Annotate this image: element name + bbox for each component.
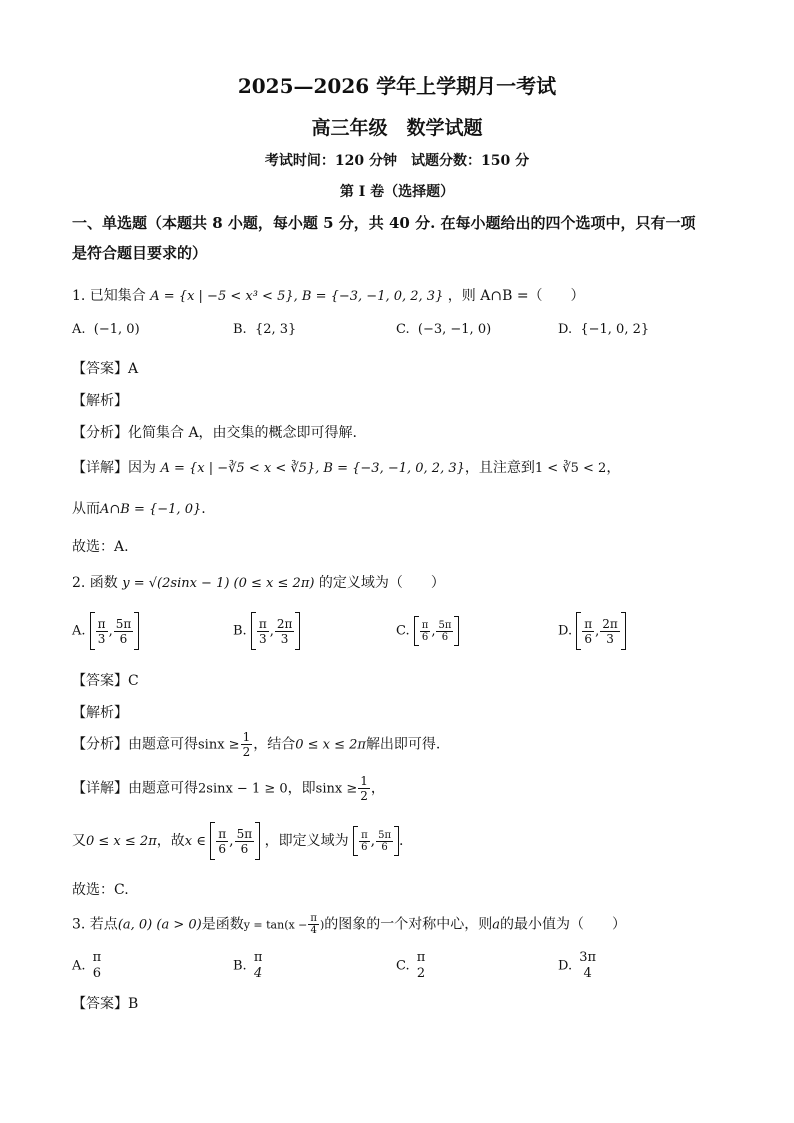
q2-detail-math: 2sinx − 1 ≥ 0 — [198, 781, 288, 797]
q2-option-d — [558, 612, 626, 650]
q3-stem-frac-n: π — [310, 913, 317, 924]
q2-option-a-interval: $\frac{\pi}{3}$ , $\frac{5\pi}{6}$ — [90, 612, 140, 650]
q1-option-a-label: A. — [72, 322, 86, 337]
q2-choose: 故选：C. — [72, 882, 129, 898]
q2-answer-tag: 【答案】 — [72, 673, 128, 689]
q2-line2-math2: x ∈ — [184, 834, 206, 849]
q2-line2-mid: ，故 — [156, 833, 185, 849]
q2-c-n2: 5π — [438, 619, 452, 631]
q3-stem-suffix: 的图象的一个对称中心，则 — [324, 916, 493, 933]
q2-answer-value: C — [128, 673, 139, 689]
q1-option-d-label: D. — [558, 322, 573, 337]
q2-b-d2: 3 — [280, 631, 289, 646]
q2-fenxi-math2: 0 ≤ x ≤ 2π — [295, 737, 366, 753]
q2-c-d2: 6 — [441, 631, 449, 643]
q2-d-d1: 6 — [584, 631, 592, 646]
section-heading-cont: 是符合题目要求的） — [72, 244, 208, 262]
q1-answer-value: A — [128, 361, 139, 377]
q3-answer-tag: 【答案】 — [72, 996, 128, 1012]
q2-d-n2: 2π — [602, 616, 618, 631]
q2-detail — [72, 774, 385, 803]
q2-option-a-label: A. — [72, 623, 86, 639]
q3-stem-math: (a, 0) (a > 0) — [117, 917, 202, 933]
q3-a-n: π — [92, 950, 102, 965]
q1-option-d — [558, 322, 649, 337]
q3-d-d: 4 — [583, 966, 592, 981]
q2-fenxi-end: 解出即可得. — [365, 736, 441, 753]
q2-line2-prefix: 又 — [72, 833, 86, 849]
q2-fenxi-prefix: 由题意可得 — [128, 736, 198, 753]
q2-dom-n1: π — [218, 826, 227, 841]
q1-option-a — [72, 322, 140, 337]
q1-fenxi — [72, 422, 357, 442]
q2-dom2-n1: π — [361, 829, 368, 841]
q2-d-d2: 3 — [606, 631, 614, 646]
q2-domain-interval: $\frac{\pi}{6}$ , $\frac{5\pi}{6}$ — [210, 822, 260, 860]
q1-conclusion-math: A∩B = {−1, 0} — [100, 502, 202, 517]
q2-detail-tag: 【详解】 — [72, 780, 128, 797]
q1-option-a-value: (−1, 0) — [93, 322, 140, 337]
q3-stem-end: 的最小值为（ ） — [500, 916, 627, 933]
q2-answer — [72, 670, 139, 690]
q1-option-b-value: {2, 3} — [254, 322, 297, 337]
q3-option-a-label: A. — [72, 958, 86, 974]
q1-option-b-label: B. — [233, 322, 247, 337]
q2-analysis-tag: 【解析】 — [72, 705, 128, 721]
q1-option-c-value: (−3, −1, 0) — [417, 322, 492, 337]
question-1-stem — [72, 285, 585, 305]
q2-a-d2: 6 — [119, 631, 128, 646]
q2-a-n1: π — [97, 616, 106, 631]
q2-option-d-interval: $\frac{\pi}{6}$ , $\frac{2\pi}{3}$ — [576, 612, 626, 650]
q2-detail-prefix: 由题意可得 — [128, 780, 198, 797]
q2-a-n2: 5π — [115, 616, 132, 631]
q2-c-n1: π — [421, 619, 429, 631]
q2-option-b-interval: $\frac{\pi}{3}$ , $\frac{2\pi}{3}$ — [251, 612, 301, 650]
q2-stem-prefix: 2. 函数 — [72, 575, 118, 591]
q2-detail-half-n: 1 — [360, 774, 368, 788]
q2-fenxi-half-d: 2 — [242, 745, 251, 759]
q2-stem-math: y = √(2sinx − 1) (0 ≤ x ≤ 2π) — [122, 576, 315, 591]
q3-stem-math2: y = tan(x − — [243, 918, 308, 932]
question-3-stem — [72, 913, 626, 936]
q1-conclusion-end: . — [201, 501, 206, 517]
q1-detail-mid: ，且注意到 — [464, 460, 535, 476]
q2-dom2-d1: 6 — [361, 841, 368, 853]
q2-option-b-label: B. — [233, 623, 247, 639]
q2-a-d1: 3 — [97, 631, 106, 646]
q2-option-c-label: C. — [396, 623, 410, 639]
q2-dom-d2: 6 — [240, 841, 249, 856]
q1-stem-suffix: ，则 A∩B =（ ） — [447, 288, 585, 304]
q1-analysis-tag: 【解析】 — [72, 393, 128, 409]
q3-option-d-label: D. — [558, 958, 573, 974]
q2-fenxi-math: sinx ≥ — [198, 737, 240, 753]
q3-b-n: π — [253, 950, 263, 965]
q1-detail — [72, 457, 620, 477]
q1-detail-end: ， — [606, 460, 621, 476]
q2-domain-line — [72, 822, 403, 860]
q3-a-d: 6 — [92, 966, 102, 981]
q1-option-d-value: {−1, 0, 2} — [580, 322, 650, 337]
q1-detail-math2: 1 < ∛5 < 2 — [534, 461, 607, 476]
question-2-stem — [72, 572, 445, 592]
q1-answer-tag: 【答案】 — [72, 361, 128, 377]
q3-stem-mid: 是函数 — [201, 916, 244, 933]
q2-line2-math: 0 ≤ x ≤ 2π — [86, 834, 157, 849]
q2-b-n2: 2π — [276, 616, 293, 631]
q3-stem-frac-d: 4 — [310, 925, 317, 936]
section-heading: 一、单选题（本题共 8 小题，每小题 5 分，共 40 分. 在每小题给出的四个选项中，只有一项 — [72, 214, 696, 232]
q2-dom-n2: 5π — [236, 826, 253, 841]
q2-line2-end: . — [399, 833, 404, 849]
q2-detail-half-d: 2 — [360, 789, 368, 803]
q1-fenxi-text: 化简集合 A，由交集的概念即可得解. — [128, 425, 358, 441]
q2-fenxi — [72, 730, 440, 759]
q1-choose: 故选：A. — [72, 539, 129, 555]
q3-option-b — [233, 950, 265, 982]
q2-d-n1: π — [584, 616, 593, 631]
q3-option-c — [396, 950, 428, 982]
q1-detail-prefix: 因为 — [128, 460, 156, 476]
q1-answer — [72, 358, 138, 378]
q1-option-b — [233, 322, 296, 337]
q1-stem-prefix: 1. 已知集合 — [72, 288, 146, 304]
q2-domain-interval-2: $\frac{\pi}{6}$ , $\frac{5\pi}{6}$ — [353, 826, 399, 856]
q2-option-c — [396, 616, 459, 646]
exam-info: 考试时间：120 分钟 试题分数：150 分 — [264, 153, 530, 169]
q2-detail-end: ， — [370, 780, 385, 797]
q2-line2-mid2: ，即定义域为 — [264, 833, 349, 849]
exam-title: 2025—2026 学年上学期月一考试 — [237, 74, 557, 98]
q2-option-b — [233, 612, 300, 650]
q3-stem-var: a — [492, 917, 501, 933]
q2-fenxi-tag: 【分析】 — [72, 736, 128, 753]
q2-dom2-n2: 5π — [378, 829, 392, 841]
q2-option-a — [72, 612, 139, 650]
q3-option-d — [558, 950, 599, 982]
exam-subtitle: 高三年级 数学试题 — [311, 117, 483, 139]
q1-fenxi-tag: 【分析】 — [72, 425, 128, 441]
q2-dom2-d2: 6 — [381, 841, 388, 853]
q3-answer-value: B — [128, 996, 139, 1012]
volume-label: 第 I 卷（选择题） — [339, 184, 455, 200]
q3-option-c-label: C. — [396, 958, 410, 974]
q3-answer — [72, 993, 138, 1013]
q2-b-n1: π — [258, 616, 267, 631]
q2-dom-d1: 6 — [218, 841, 227, 856]
q3-d-n: 3π — [579, 950, 597, 965]
q2-b-d1: 3 — [258, 631, 267, 646]
q3-option-a — [72, 950, 104, 982]
q2-detail-math2: sinx ≥ — [315, 781, 358, 797]
q2-c-d1: 6 — [421, 631, 429, 643]
q1-detail-tag: 【详解】 — [72, 460, 128, 476]
q1-conclusion — [72, 498, 206, 518]
q3-stem-prefix: 3. 若点 — [72, 916, 118, 933]
q1-option-c — [396, 322, 491, 337]
q3-c-d: 2 — [416, 966, 426, 981]
q1-conclusion-prefix: 从而 — [72, 501, 100, 517]
q2-option-d-label: D. — [558, 623, 573, 639]
q3-stem-math3: ) — [319, 918, 325, 932]
q1-stem-math: A = {x | −5 < x³ < 5}, B = {−3, −1, 0, 2, 3} — [150, 289, 444, 304]
q2-stem-suffix: 的定义域为（ ） — [318, 575, 445, 591]
q2-fenxi-half-n: 1 — [242, 730, 251, 744]
q2-option-c-interval: $\frac{\pi}{6}$ , $\frac{5\pi}{6}$ — [414, 616, 460, 646]
q3-b-d: 4 — [253, 966, 263, 981]
q2-fenxi-mid: ，结合 — [253, 736, 296, 753]
q2-detail-mid: ，即 — [287, 780, 316, 797]
q1-option-c-label: C. — [396, 322, 410, 337]
q1-detail-math: A = {x | −∛5 < x < ∛5}, B = {−3, −1, 0, 2, 3} — [160, 461, 465, 476]
q3-option-b-label: B. — [233, 958, 247, 974]
q3-c-n: π — [416, 950, 426, 965]
